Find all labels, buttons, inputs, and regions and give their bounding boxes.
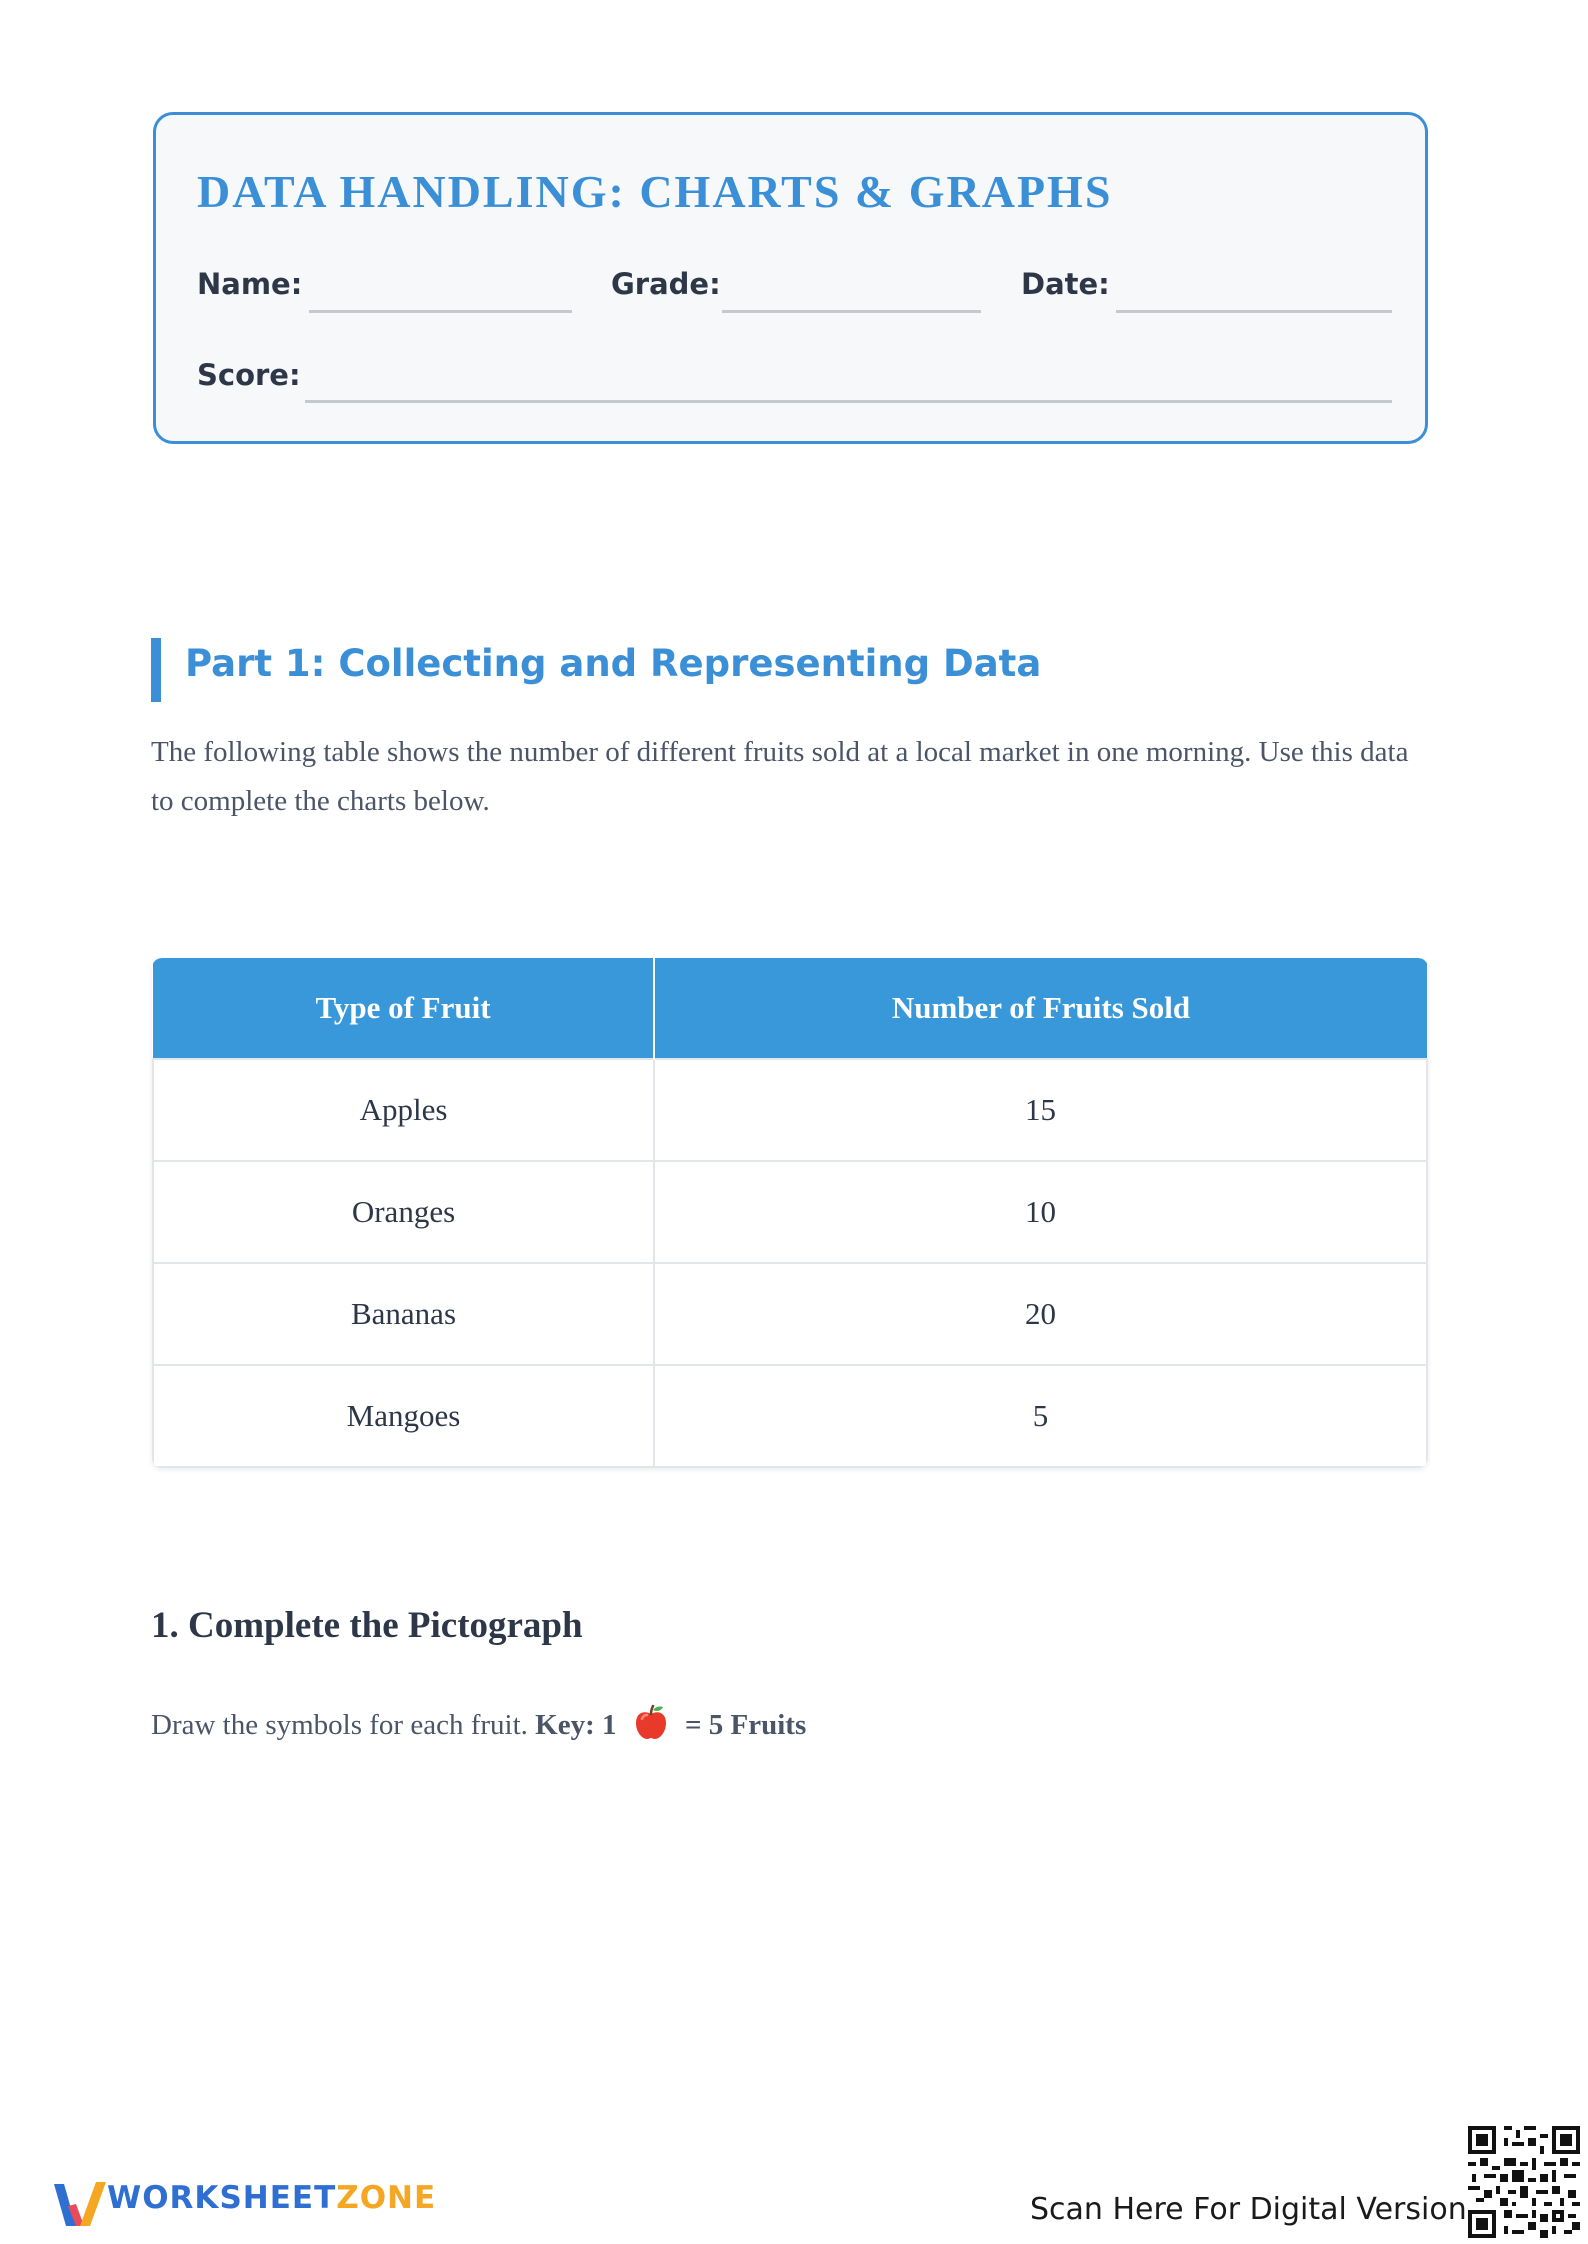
date-label: Date: [1021, 267, 1110, 301]
fruit-cell: Mangoes [153, 1365, 654, 1467]
column-header-fruit: Type of Fruit [153, 958, 654, 1059]
score-field[interactable] [305, 400, 1392, 403]
pictograph-key [151, 1704, 806, 1742]
scan-instruction: Scan Here For Digital Version [1030, 2192, 1467, 2227]
part1-title: Part 1: Collecting and Representing Data [185, 642, 1042, 685]
brand-text-worksheet: WORKSHEET [107, 2180, 337, 2216]
brand-text-zone: ZONE [336, 2180, 437, 2216]
table-row [153, 1263, 1427, 1365]
key-suffix: = 5 Fruits [684, 1709, 807, 1741]
count-cell: 10 [654, 1161, 1427, 1263]
grade-label: Grade: [611, 267, 721, 301]
key-prefix: Key: 1 [535, 1709, 617, 1741]
section-accent-bar [151, 638, 161, 702]
worksheetzone-brand[interactable] [107, 2180, 436, 2216]
apple-icon [632, 1704, 670, 1742]
header-box [153, 112, 1428, 444]
table-row [153, 1161, 1427, 1263]
part1-intro: The following table shows the number of different fruits sold at a local market in one morning. Use this data to complete the charts below. [151, 736, 1409, 817]
fruit-cell: Apples [153, 1059, 654, 1161]
count-cell: 15 [654, 1059, 1427, 1161]
fruit-cell: Bananas [153, 1263, 654, 1365]
key-instruction: Draw the symbols for each fruit. [151, 1709, 528, 1741]
date-field[interactable] [1116, 310, 1392, 313]
grade-field[interactable] [722, 310, 981, 313]
name-label: Name: [197, 267, 303, 301]
worksheetzone-logo-icon [50, 2176, 114, 2232]
column-header-count: Number of Fruits Sold [654, 958, 1427, 1059]
fruit-cell: Oranges [153, 1161, 654, 1263]
name-field[interactable] [309, 310, 572, 313]
table-header-row [153, 958, 1427, 1059]
qr-code-icon[interactable] [1468, 2126, 1580, 2238]
table-row [153, 1365, 1427, 1467]
count-cell: 20 [654, 1263, 1427, 1365]
worksheet-title: DATA HANDLING: CHARTS & GRAPHS [197, 166, 1113, 217]
fruit-sales-table [152, 958, 1428, 1468]
table-row [153, 1059, 1427, 1161]
question1-title: 1. Complete the Pictograph [151, 1605, 583, 1646]
score-label: Score: [197, 358, 301, 392]
count-cell: 5 [654, 1365, 1427, 1467]
